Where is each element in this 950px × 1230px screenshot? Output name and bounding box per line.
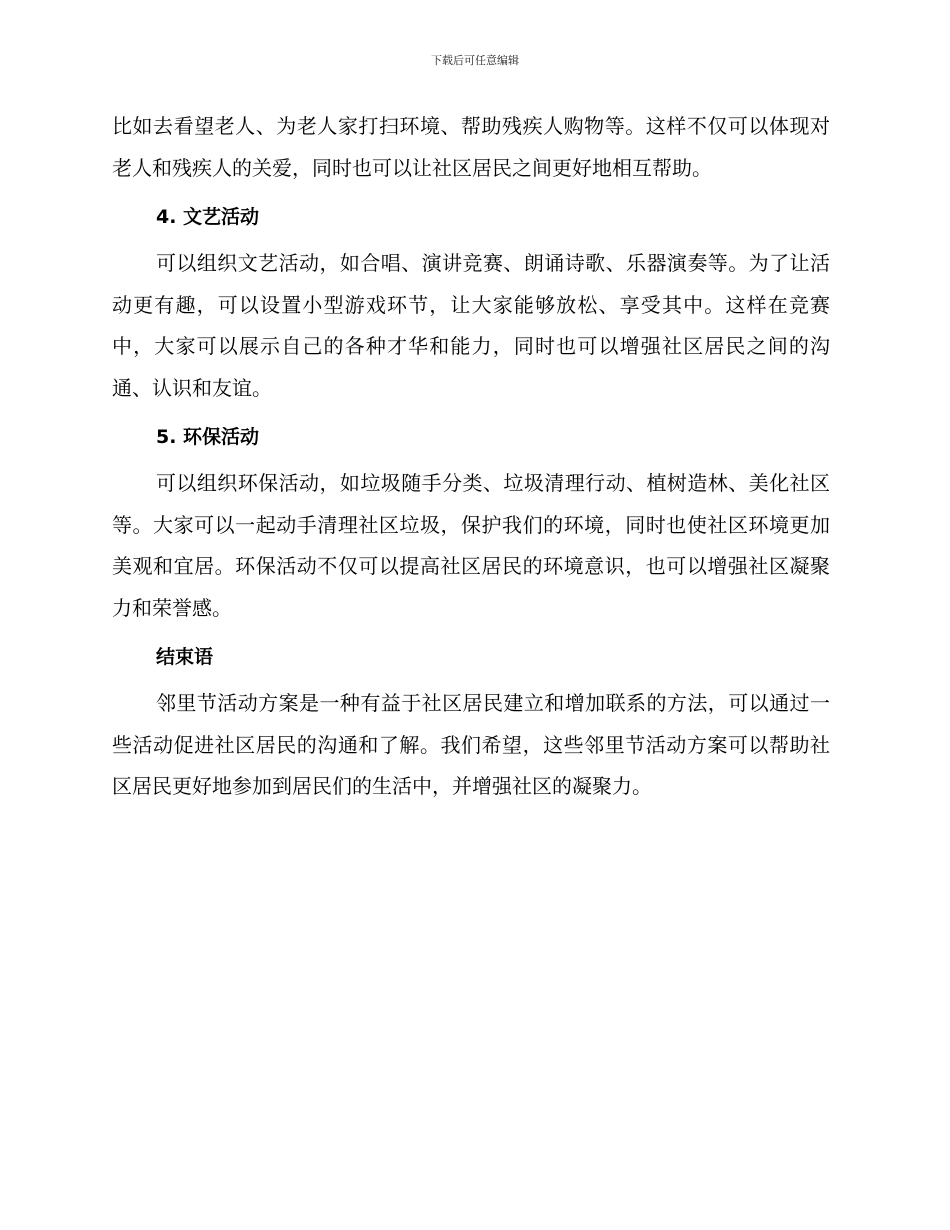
section-heading-arts: 4. 文艺活动 <box>156 206 260 228</box>
section-body-environment: 可以组织环保活动，如垃圾随手分类、垃圾清理行动、植树造林、美化社区等。大家可以一起动手清理社区垃圾，保护我们的环境，同时也使社区环境更加美观和宜居。环保活动不仅可以提高社区居民的环境意识，也可以增强社区凝聚力和荣誉感。 <box>112 471 830 620</box>
section-heading-conclusion: 结束语 <box>156 646 214 668</box>
spacer <box>112 231 830 243</box>
continued-paragraph: 比如去看望老人、为老人家打扫环境、帮助残疾人购物等。这样不仅可以体现对老人和残疾人的关爱，同时也可以让社区居民之间更好地相互帮助。 <box>112 114 830 180</box>
spacer <box>112 629 830 643</box>
spacer <box>112 451 830 463</box>
document-body <box>112 106 830 808</box>
section-heading-environment: 5. 环保活动 <box>156 426 260 448</box>
spacer <box>112 189 830 203</box>
page-header-note: 下载后可任意编辑 <box>431 54 519 67</box>
spacer <box>112 671 830 683</box>
section-body-arts: 可以组织文艺活动，如合唱、演讲竞赛、朗诵诗歌、乐器演奏等。为了让活动更有趣，可以设置小型游戏环节，让大家能够放松、享受其中。这样在竞赛中，大家可以展示自己的各种才华和能力，同时也可以增强社区居民之间的沟通、认识和友谊。 <box>112 251 830 400</box>
spacer <box>112 409 830 423</box>
section-body-conclusion: 邻里节活动方案是一种有益于社区居民建立和增加联系的方法，可以通过一些活动促进社区居民的沟通和了解。我们希望，这些邻里节活动方案可以帮助社区居民更好地参加到居民们的生活中，并增强社区的凝聚力。 <box>112 691 830 798</box>
